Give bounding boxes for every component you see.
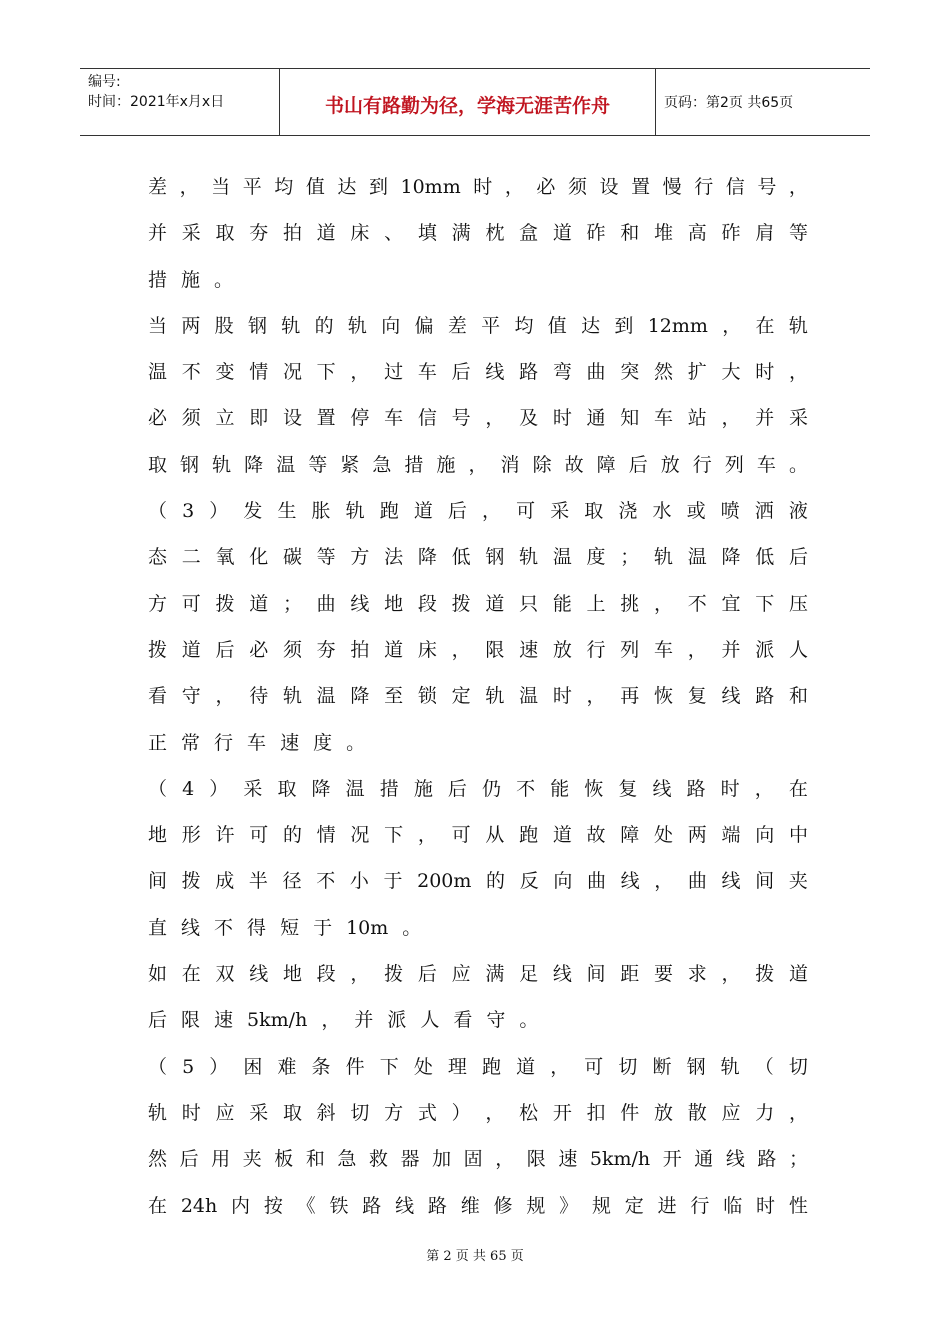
header-meta [80, 69, 280, 135]
text-line: 取 钢 轨 降 温 等 紧 急 措 施 ， 消 除 故 障 后 放 行 列 车 。 [148, 453, 808, 476]
text-line: （ 5 ） 困 难 条 件 下 处 理 跑 道 ， 可 切 断 钢 轨 （ 切 [148, 1055, 808, 1078]
text-line: 后 限 速 5km/h ， 并 派 人 看 守 。 [148, 1009, 539, 1032]
text-line: 轨 时 应 采 取 斜 切 方 式 ） ， 松 开 扣 件 放 散 应 力 ， [148, 1101, 808, 1124]
text-line: 当 两 股 钢 轨 的 轨 向 偏 差 平 均 值 达 到 12mm ， 在 轨 [148, 314, 808, 337]
date-label: 时间：2021年x月x日 [88, 94, 225, 110]
text-line: 方 可 拨 道 ； 曲 线 地 段 拨 道 只 能 上 挑 ， 不 宜 下 压 [148, 592, 808, 615]
header-page-info: 页码：第2页 共65页 [664, 95, 794, 111]
serial-number-label: 编号: [88, 74, 121, 90]
text-line: （ 3 ） 发 生 胀 轨 跑 道 后 ， 可 采 取 浇 水 或 喷 洒 液 [148, 500, 808, 523]
document-body [148, 164, 808, 1229]
text-line: 必 须 立 即 设 置 停 车 信 号 ， 及 时 通 知 车 站 ， 并 采 [148, 407, 808, 430]
text-line: 地 形 许 可 的 情 况 下 ， 可 从 跑 道 故 障 处 两 端 向 中 [148, 824, 808, 847]
text-line: 并 采 取 夯 拍 道 床 、 填 满 枕 盒 道 砟 和 堆 高 砟 肩 等 [148, 222, 808, 245]
page-footer: 第 2 页 共 65 页 [426, 1249, 524, 1264]
text-line: 温 不 变 情 况 下 ， 过 车 后 线 路 弯 曲 突 然 扩 大 时 ， [148, 361, 808, 384]
text-line: 看 守 ， 待 轨 温 降 至 锁 定 轨 温 时 ， 再 恢 复 线 路 和 [148, 685, 808, 708]
text-line: （ 4 ） 采 取 降 温 措 施 后 仍 不 能 恢 复 线 路 时 ， 在 [148, 777, 808, 800]
text-line: 拨 道 后 必 须 夯 拍 道 床 ， 限 速 放 行 列 车 ， 并 派 人 [148, 638, 808, 661]
text-line: 差 ， 当 平 均 值 达 到 10mm 时 ， 必 须 设 置 慢 行 信 号 ， [148, 176, 808, 198]
text-line: 态 二 氧 化 碳 等 方 法 降 低 钢 轨 温 度 ； 轨 温 降 低 后 [148, 546, 808, 569]
text-line: 在 24h 内 按 《 铁 路 线 路 维 修 规 》 规 定 进 行 临 时 性 [148, 1194, 808, 1217]
text-line: 直 线 不 得 短 于 10m 。 [148, 916, 422, 939]
text-line: 间 拨 成 半 径 不 小 于 200m 的 反 向 曲 线 ， 曲 线 间 夹 [148, 870, 808, 893]
text-line: 正 常 行 车 速 度 。 [148, 731, 366, 754]
text-line: 如 在 双 线 地 段 ， 拨 后 应 满 足 线 间 距 要 求 ， 拨 道 [148, 963, 808, 986]
text-line: 措 施 。 [148, 268, 234, 291]
header-motto: 书山有路勤为径，学海无涯苦作舟 [280, 69, 656, 135]
page-header [80, 68, 870, 136]
text-line: 然 后 用 夹 板 和 急 救 器 加 固 ， 限 速 5km/h 开 通 线 路 ； [148, 1148, 808, 1171]
